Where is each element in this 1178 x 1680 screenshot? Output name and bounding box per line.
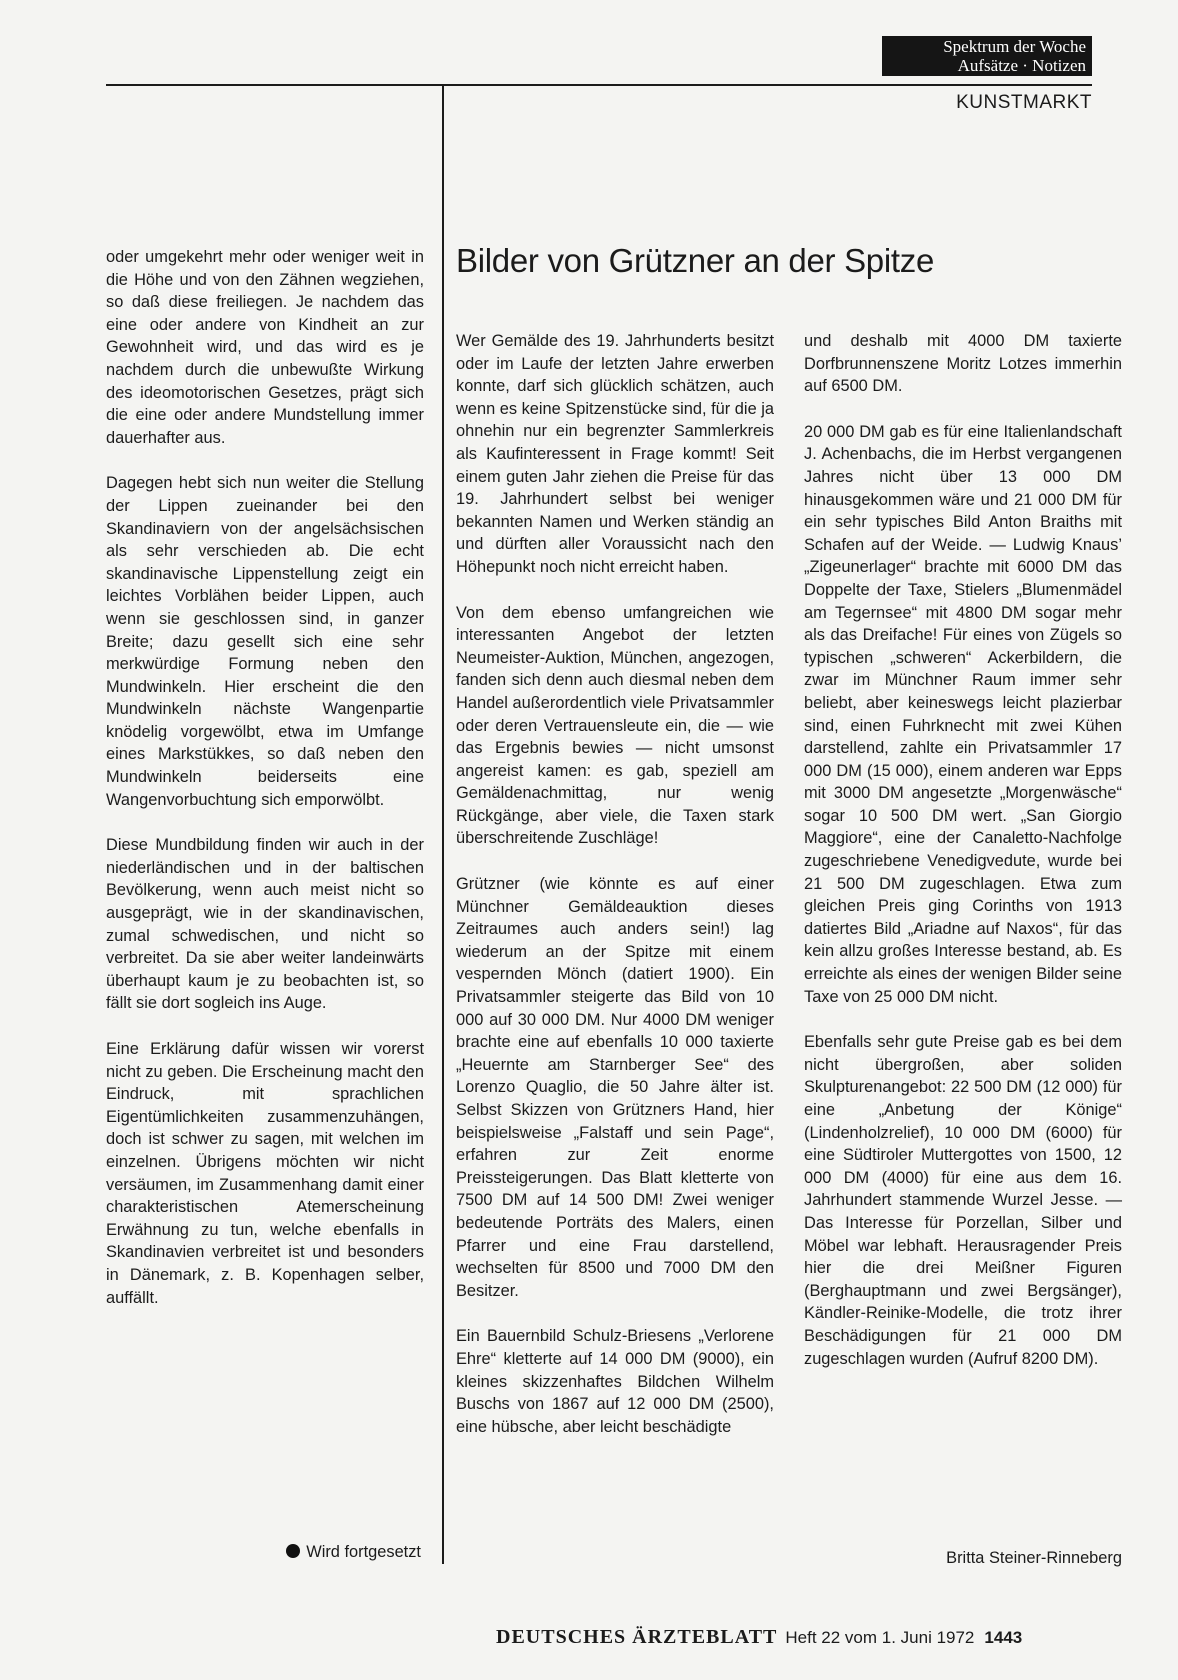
- issue-info: Heft 22 vom 1. Juni 1972: [785, 1628, 975, 1647]
- page-number: 1443: [984, 1628, 1023, 1647]
- paragraph: Wer Gemälde des 19. Jahrhunderts besitzt oder im Laufe der letzten Jahre erwerben konnte, darf sich glücklich schätzen, auch wenn es keine Spitzenstücke sind, für die ja ohnehin nur ein begrenzter Sammlerkreis als Kaufinteressent in Frage kommt! Seit einem guten Jahr ziehen die Preise für das 19. Jahrhundert selbst bei weniger bekannten Namen und Werken ständig an und dürften aller Voraussicht nach den Höhepunkt noch nicht erreicht haben.: [456, 332, 774, 576]
- paragraph: und deshalb mit 4000 DM taxierte Dorfbrunnenszene Moritz Lotzes immerhin auf 6500 DM.: [804, 332, 1122, 396]
- badge-line-2: Aufsätze · Notizen: [957, 56, 1086, 75]
- journal-name: DEUTSCHES ÄRZTEBLATT: [496, 1626, 778, 1648]
- article-title: Bilder von Grützner an der Spitze: [456, 242, 935, 279]
- paragraph: Grützner (wie könnte es auf einer Münchner Gemäldeauktion dieses Zeitraumes auch anders sein!) lag wiederum an der Spitze mit einem vespernden Mönch (datiert 1900). Ein Privatsammler steigerte das Bild von 10 000 auf 30 000 DM. Nur 4000 DM weniger brachte eine auf ebenfalls 10 000 taxierte „Heuernte am Starnberger See“ des Lorenzo Quaglio, die 50 Jahre älter ist. Selbst Skizzen von Grützners Hand, hier beispielsweise „Falstaff und sein Page“, erfahren zur Zeit enorme Preissteigerungen. Das Blatt kletterte von 7500 DM auf 14 500 DM! Zwei weniger bedeutende Porträts des Malers, einen Pfarrer und eine Frau darstellend, wechselten für 8500 und 7000 DM den Besitzer.: [456, 875, 774, 1300]
- header-rule: [106, 84, 1092, 86]
- paragraph: Dagegen hebt sich nun weiter die Stellung der Lippen zueinander bei den Skandinaviern von der angelsächsischen als sehr verschieden ab. Die echt skandinavische Lippenstellung zeigt ein leichtes Vorblähen beider Lippen, auch wenn sie geschlossen sind, in ganzer Breite; dazu gesellt sich eine sehr merkwürdige Formung neben den Mundwinkeln. Hier erscheint die den Mundwinkeln nächste Wangenpartie knödelig vorgewölbt, etwa im Umfange eines Markstükkes, so daß neben den Mundwinkeln beiderseits eine Wangenvorbuchtung sich emporwölbt.: [106, 474, 424, 809]
- continued-note: [286, 1543, 421, 1562]
- page-footer: [496, 1626, 1022, 1649]
- section-badge: [882, 36, 1092, 76]
- article-column-1: [456, 330, 774, 1461]
- paragraph: Von dem ebenso umfangreichen wie interessanten Angebot der letzten Neumeister-Auktion, München, angezogen, fanden sich denn auch diesmal neben dem Handel außerordentlich viele Privatsammler oder deren Vertrauensleute ein, die — wie das Ergebnis bewies — nicht umsonst angereist kamen: es gab, speziell am Gemäldenachmittag, nur wenig Rückgänge, aber viele, die Taxen stark überschreitende Zuschläge!: [456, 603, 774, 848]
- paragraph: Diese Mundbildung finden wir auch in der niederländischen und in der baltischen Bevölkerung, wenn auch meist nicht so ausgeprägt, wie in der skandinavischen, zumal schwedischen, und nicht so verbreitet. Da sie aber weiter landeinwärts überhaupt kaum je zu beobachten ist, so fällt sie dort sogleich ins Auge.: [106, 836, 424, 1013]
- paragraph: Ein Bauernbild Schulz-Briesens „Verlorene Ehre“ kletterte auf 14 000 DM (9000), ein kleines skizzenhaftes Bildchen Wilhelm Buschs von 1867 auf 12 000 DM (2500), eine hübsche, aber leicht beschädigte: [456, 1327, 774, 1436]
- paragraph: 20 000 DM gab es für eine Italienlandschaft J. Achenbachs, die im Herbst vergangenen Jahres nicht über 13 000 DM hinausgekommen wäre und 21 000 DM für ein sehr typisches Bild Anton Braiths mit Schafen auf der Weide. — Ludwig Knaus’ „Zigeunerlager“ brachte mit 6000 DM das Doppelte der Taxe, Stielers „Blumenmädel am Tegernsee“ mit 4800 DM sogar mehr als das Dreifache! Für eines von Zügels so typischen „schweren“ Ackerbildern, die zwar im Münchner Raum immer sehr beliebt, aber keineswegs leicht plazierbar sind, einen Fuhrknecht mit zwei Kühen darstellend, zahlte ein Privatsammler 17 000 DM (15 000), einem anderen war Epps mit 3000 DM angesetzte „Morgenwäsche“ sogar 10 500 DM wert. „San Giorgio Maggiore“, eine der Canaletto-Nachfolge zugeschriebene Venedigvedute, wurde bei 21 500 DM zugeschlagen. Etwa zum gleichen Preis ging Corinths von 1913 datiertes Bild „Ariadne auf Naxos“, für das kein allzu großes Interesse bestand, ab. Es erreichte als eines der wenigen Bilder seine Taxe von 25 000 DM nicht.: [804, 422, 1122, 1006]
- bullet-dot-icon: [286, 1544, 300, 1558]
- paragraph: Ebenfalls sehr gute Preise gab es bei dem nicht übergroßen, aber soliden Skulpturenangebot: 22 500 DM (12 000) für eine „Anbetung der Könige“ (Lindenholzrelief), 10 000 DM (6000) für eine Südtiroler Muttergottes von 1500, 12 000 DM (4000) für eine aus dem 16. Jahrhundert stammende Wurzel Jesse. — Das Interesse für Porzellan, Silber und Möbel war lebhaft. Herausragender Preis hier die drei Meißner Figuren (Berghauptmann und zwei Bergsänger), Kändler-Reinike-Modelle, die trotz ihrer Beschädigungen für 21 000 DM zugeschlagen wurden (Aufruf 8200 DM).: [804, 1033, 1122, 1368]
- article-column-2: [804, 330, 1122, 1393]
- badge-line-1: Spektrum der Woche: [943, 37, 1086, 56]
- left-column: [106, 246, 424, 1332]
- column-divider: [442, 84, 444, 1564]
- paragraph: oder umgekehrt mehr oder weniger weit in die Höhe und von den Zähnen wegziehen, so daß diese freiliegen. Je nachdem das eine oder andere von Kindheit an zur Gewohnheit wird, und das wird es je nachdem durch die unbewußte Wirkung des ideomotorischen Gesetzes, prägt sich die eine oder andere Mundstellung immer dauerhafter aus.: [106, 248, 424, 447]
- section-label: KUNSTMARKT: [956, 92, 1092, 113]
- continued-text: Wird fortgesetzt: [306, 1543, 421, 1561]
- author-name: Britta Steiner-Rinneberg: [946, 1549, 1122, 1567]
- paragraph: Eine Erklärung dafür wissen wir vorerst nicht zu geben. Die Erscheinung macht den Eindruck, mit sprachlichen Eigentümlichkeiten zusammenzuhängen, doch ist schwer zu sagen, mit welchen im einzelnen. Übrigens möchten wir nicht versäumen, im Zusammenhang damit einer charakteristischen Atemerscheinung Erwähnung zu tun, welche ebenfalls in Skandinavien verbreitet ist und besonders in Dänemark, z. B. Kopenhagen selber, auffällt.: [106, 1040, 424, 1307]
